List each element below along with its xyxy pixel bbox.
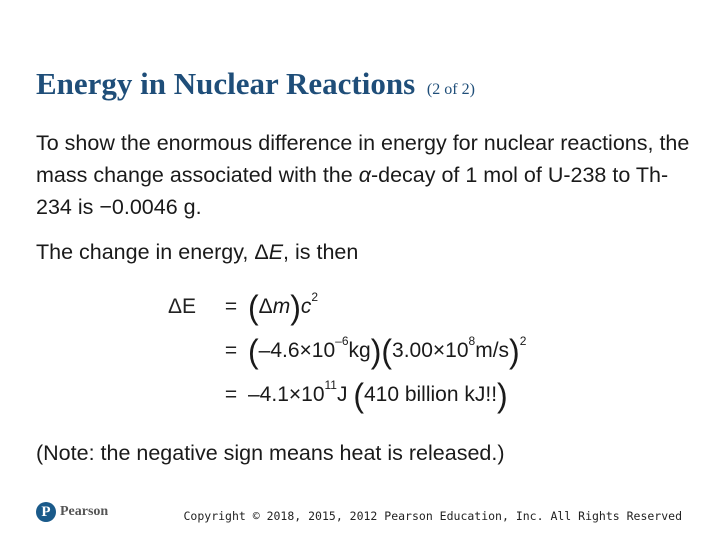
mass-value: –4.6 <box>258 339 300 362</box>
energy-symbol: E <box>268 240 284 264</box>
equation-lhs: ΔE <box>168 295 197 318</box>
slide-title <box>36 66 475 102</box>
mass-exponent: –6 <box>335 334 349 348</box>
energy-exponent: 11 <box>324 378 337 392</box>
delta: Δ <box>258 295 273 318</box>
copyright-notice: Copyright © 2018, 2015, 2012 Pearson Education, Inc. All Rights Reserved <box>183 509 682 523</box>
c-exponent: 2 <box>311 290 319 304</box>
energy-in-kj: 410 billion kJ!! <box>363 383 498 406</box>
energy-text-a: The change in energy, Δ <box>36 240 269 264</box>
equals-sign: = <box>224 339 238 362</box>
speed-exponent: 8 <box>468 334 476 348</box>
mass-symbol: m <box>272 295 291 318</box>
energy-change-paragraph <box>36 240 358 265</box>
outer-exponent: 2 <box>519 334 527 348</box>
speed-unit: m/s <box>475 339 510 362</box>
equation-row-3: = –4.1 × 10 11 J ( 410 billion kJ!! ) <box>168 374 508 416</box>
intro-text-b: -decay of 1 mol of U-238 to Th-234 is −0.0046 g. <box>36 163 669 219</box>
slide-title-page-indicator: (2 of 2) <box>426 81 475 98</box>
pearson-logo-icon: P <box>36 502 56 522</box>
pearson-logo-text: Pearson <box>60 504 109 519</box>
energy-text-b: , is then <box>283 240 359 264</box>
equals-sign: = <box>224 295 238 318</box>
energy-equation <box>168 286 628 416</box>
equals-sign: = <box>224 383 238 406</box>
intro-paragraph <box>36 127 696 223</box>
slide-title-text: Energy in Nuclear Reactions <box>36 66 416 101</box>
energy-value: –4.1 <box>248 383 289 406</box>
alpha-symbol: α <box>358 163 371 187</box>
energy-unit: J <box>336 383 348 406</box>
light-speed-symbol: c <box>300 295 312 318</box>
pearson-logo <box>36 502 108 522</box>
note-paragraph: (Note: the negative sign means heat is released.) <box>36 441 505 465</box>
speed-value: 3.00 <box>392 339 433 362</box>
mass-unit: kg <box>348 339 371 362</box>
equation-row-1: ΔE = ( Δ m ) c 2 <box>168 288 319 326</box>
intro-text-a: To show the enormous difference in energy for nuclear reactions, the mass change associated with the <box>36 131 690 187</box>
equation-row-2: = ( –4.6 × 10 –6 kg )( 3.00 × 10 8 m/s ) 2 <box>168 330 526 372</box>
